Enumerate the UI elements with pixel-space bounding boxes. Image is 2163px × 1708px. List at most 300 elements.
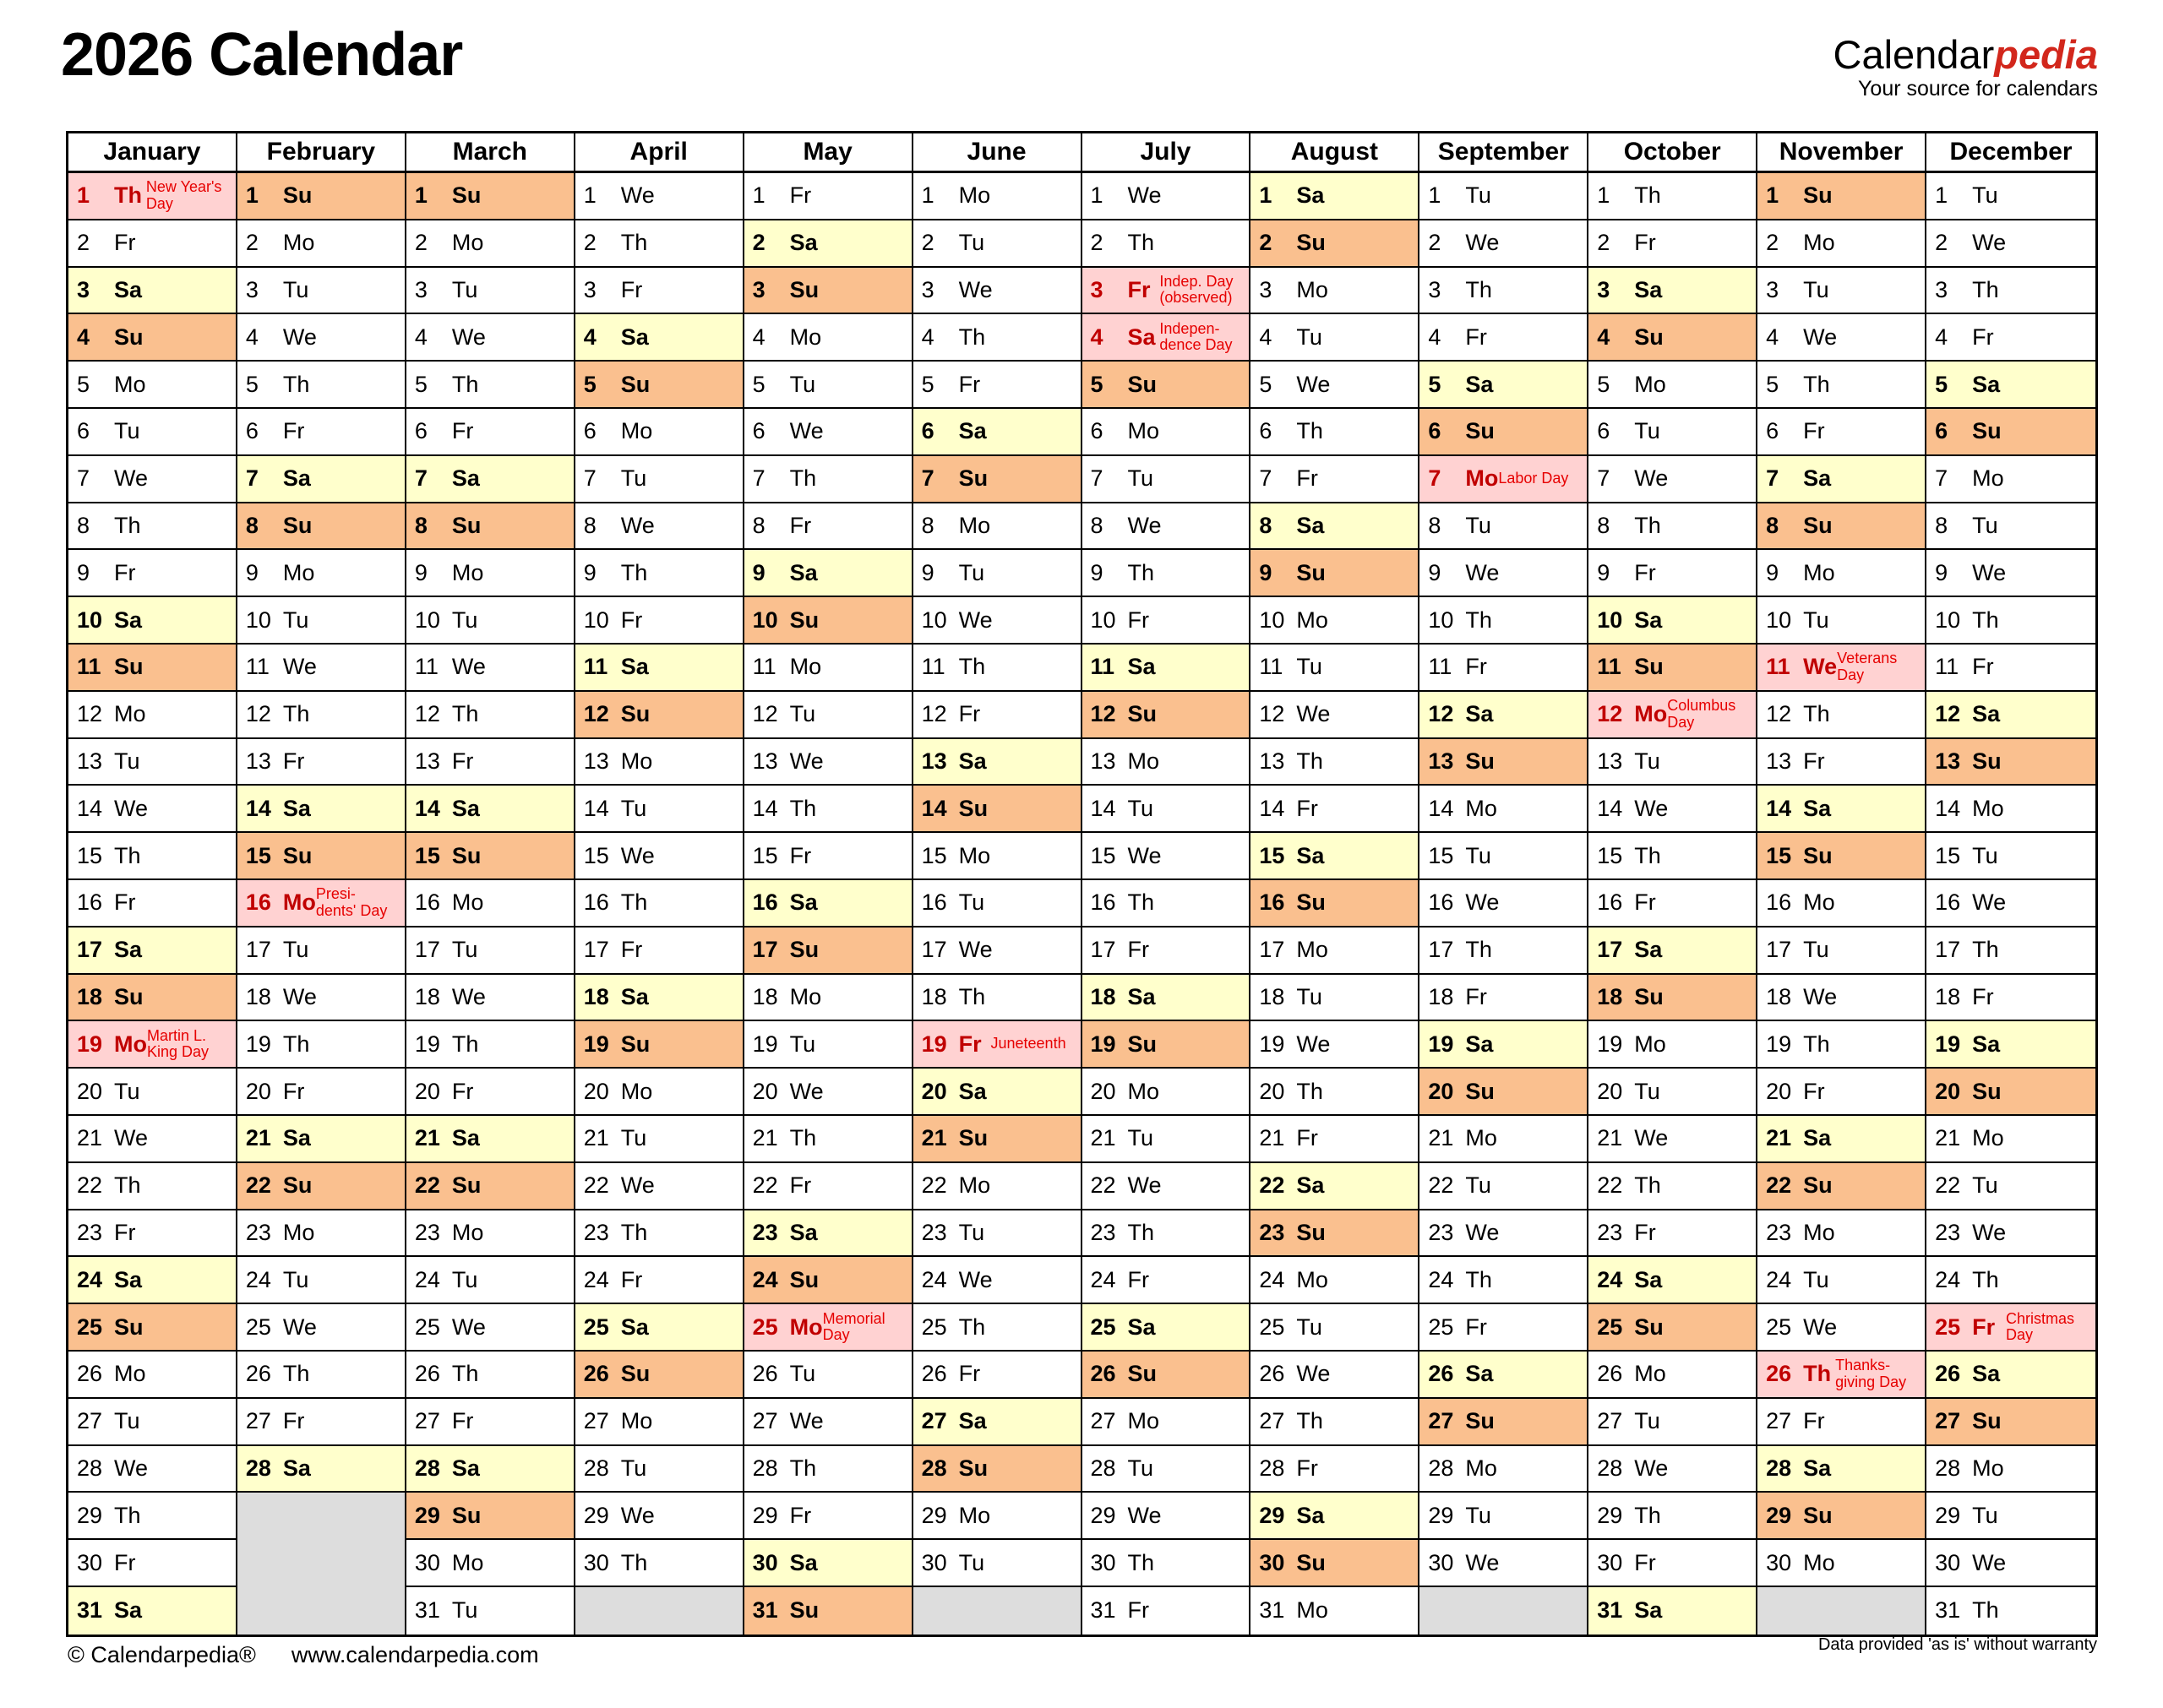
weekday-abbrev: Mo xyxy=(620,1078,653,1104)
weekday-abbrev: Th xyxy=(114,842,141,868)
day-number: 21 xyxy=(245,1125,271,1151)
day-cell xyxy=(237,975,405,1022)
day-cell xyxy=(68,833,236,880)
holiday-note-line: Columbus xyxy=(1667,697,1736,715)
weekday-abbrev: Fr xyxy=(1296,795,1318,821)
weekday-abbrev: Su xyxy=(1465,418,1495,444)
day-cell xyxy=(406,975,574,1022)
day-number: 23 xyxy=(583,1219,609,1245)
day-cell xyxy=(1419,1304,1587,1352)
weekday-abbrev: Th xyxy=(1972,1597,1999,1624)
day-cell xyxy=(406,1021,574,1069)
day-cell xyxy=(913,362,1081,409)
day-cell xyxy=(1926,1210,2095,1258)
weekday-abbrev: Sa xyxy=(1296,1172,1325,1199)
day-cell xyxy=(1250,1493,1418,1540)
day-number: 29 xyxy=(77,1502,103,1528)
day-cell xyxy=(1757,456,1925,503)
day-number: 3 xyxy=(245,276,259,302)
day-cell xyxy=(744,1116,912,1163)
day-number: 11 xyxy=(414,654,439,680)
weekday-abbrev: Fr xyxy=(958,1361,981,1387)
day-cell xyxy=(575,173,743,220)
holiday-note xyxy=(147,1028,237,1061)
day-number: 13 xyxy=(583,748,609,774)
day-cell xyxy=(237,692,405,739)
weekday-abbrev: Mo xyxy=(1465,465,1499,492)
day-cell xyxy=(68,550,236,597)
weekday-abbrev: We xyxy=(1127,182,1162,209)
day-cell xyxy=(1250,1304,1418,1352)
day-cell xyxy=(406,927,574,975)
weekday-abbrev: Mo xyxy=(1296,276,1328,302)
day-number: 30 xyxy=(1766,1549,1792,1575)
day-cell xyxy=(913,1540,1081,1587)
weekday-abbrev: Sa xyxy=(114,607,143,633)
weekday-abbrev: Fr xyxy=(1972,1314,1996,1340)
day-cell xyxy=(575,1493,743,1540)
day-cell xyxy=(1419,739,1587,786)
day-number: 22 xyxy=(1259,1172,1285,1199)
day-number: 17 xyxy=(414,937,440,963)
holiday-note xyxy=(146,179,236,212)
day-cell xyxy=(1757,550,1925,597)
day-number: 3 xyxy=(921,276,934,302)
day-cell xyxy=(1419,220,1587,268)
day-number: 4 xyxy=(1935,324,1948,350)
weekday-abbrev: Fr xyxy=(1127,937,1149,963)
day-cell xyxy=(1926,1446,2095,1493)
day-cell xyxy=(1926,409,2095,456)
day-cell xyxy=(575,1540,743,1587)
day-number: 11 xyxy=(1259,654,1283,680)
weekday-abbrev: We xyxy=(1465,230,1500,256)
empty-cell xyxy=(913,1587,1081,1635)
weekday-abbrev: We xyxy=(1465,1549,1500,1575)
day-number: 16 xyxy=(414,889,440,916)
holiday-note xyxy=(1159,274,1249,307)
day-cell xyxy=(1588,1587,1756,1635)
weekday-abbrev: Fr xyxy=(1634,230,1656,256)
day-cell xyxy=(68,927,236,975)
day-number: 15 xyxy=(414,842,440,868)
day-number: 13 xyxy=(1597,748,1623,774)
day-cell xyxy=(1588,739,1756,786)
weekday-abbrev: Su xyxy=(620,1031,651,1057)
weekday-abbrev: Tu xyxy=(1634,748,1660,774)
day-number: 5 xyxy=(1766,371,1779,397)
day-number: 6 xyxy=(1259,418,1272,444)
weekday-abbrev: Mo xyxy=(958,182,991,209)
day-number: 21 xyxy=(1766,1125,1792,1151)
weekday-abbrev: Tu xyxy=(114,418,140,444)
weekday-abbrev: We xyxy=(282,654,317,680)
day-number: 6 xyxy=(583,418,597,444)
day-cell xyxy=(744,645,912,692)
weekday-abbrev: Sa xyxy=(958,748,987,774)
day-number: 23 xyxy=(1428,1219,1454,1245)
empty-cell xyxy=(237,1493,405,1634)
holiday-day-cell xyxy=(744,1304,912,1352)
day-number: 16 xyxy=(1935,889,1961,916)
month-header: June xyxy=(913,133,1081,173)
day-cell xyxy=(406,550,574,597)
day-number: 28 xyxy=(1090,1455,1116,1481)
day-number: 30 xyxy=(752,1549,778,1575)
day-number: 28 xyxy=(583,1455,609,1481)
weekday-abbrev: Th xyxy=(1465,937,1492,963)
day-number: 20 xyxy=(1766,1078,1792,1104)
day-cell xyxy=(1250,314,1418,362)
weekday-abbrev: Sa xyxy=(1803,1125,1832,1151)
day-cell xyxy=(1588,456,1756,503)
weekday-abbrev: Mo xyxy=(451,1549,484,1575)
weekday-abbrev: We xyxy=(1296,1361,1331,1387)
day-number: 24 xyxy=(1090,1266,1116,1292)
day-number: 16 xyxy=(1090,889,1116,916)
day-cell xyxy=(1588,1069,1756,1116)
day-number: 5 xyxy=(1428,371,1441,397)
day-number: 4 xyxy=(921,324,934,350)
day-cell xyxy=(1082,645,1250,692)
day-cell xyxy=(575,975,743,1022)
weekday-abbrev: Tu xyxy=(1296,1314,1322,1340)
day-cell xyxy=(913,692,1081,739)
day-number: 6 xyxy=(1766,418,1779,444)
day-number: 22 xyxy=(1090,1172,1116,1199)
weekday-abbrev: Sa xyxy=(1465,371,1494,397)
day-cell xyxy=(913,739,1081,786)
weekday-abbrev: Sa xyxy=(958,1408,987,1434)
day-cell xyxy=(1419,786,1587,833)
day-cell xyxy=(575,456,743,503)
weekday-abbrev: Mo xyxy=(620,418,653,444)
weekday-abbrev: Th xyxy=(451,1361,479,1387)
weekday-abbrev: Tu xyxy=(114,1408,140,1434)
day-cell xyxy=(406,1069,574,1116)
day-cell xyxy=(744,975,912,1022)
day-number: 4 xyxy=(752,324,765,350)
weekday-abbrev: We xyxy=(1803,654,1838,680)
weekday-abbrev: We xyxy=(1634,1125,1669,1151)
day-cell xyxy=(575,409,743,456)
day-cell xyxy=(1757,739,1925,786)
day-number: 14 xyxy=(1597,795,1623,821)
day-number: 8 xyxy=(583,512,597,538)
weekday-abbrev: We xyxy=(1972,1219,2007,1245)
day-number: 7 xyxy=(921,465,934,492)
day-number: 17 xyxy=(921,937,947,963)
day-cell xyxy=(913,456,1081,503)
holiday-day-cell xyxy=(68,173,236,220)
day-cell xyxy=(68,1399,236,1446)
day-cell xyxy=(1082,1116,1250,1163)
month-column xyxy=(1588,133,1757,1635)
weekday-abbrev: Sa xyxy=(451,1125,480,1151)
day-number: 28 xyxy=(245,1455,271,1481)
weekday-abbrev: Sa xyxy=(451,465,480,492)
weekday-abbrev: Su xyxy=(451,512,482,538)
weekday-abbrev: Su xyxy=(451,1502,482,1528)
day-cell xyxy=(1419,833,1587,880)
day-number: 13 xyxy=(77,748,103,774)
weekday-abbrev: Fr xyxy=(1803,1408,1825,1434)
day-number: 9 xyxy=(1766,559,1779,585)
holiday-note xyxy=(991,1036,1081,1053)
day-cell xyxy=(575,550,743,597)
day-cell xyxy=(406,1493,574,1540)
day-cell xyxy=(68,1587,236,1635)
day-number: 13 xyxy=(1935,748,1961,774)
day-number: 3 xyxy=(77,276,90,302)
day-number: 20 xyxy=(1935,1078,1961,1104)
day-number: 20 xyxy=(1428,1078,1454,1104)
weekday-abbrev: Mo xyxy=(1803,889,1835,916)
day-cell xyxy=(1757,362,1925,409)
weekday-abbrev: Fr xyxy=(1972,983,1994,1009)
holiday-note-line: Memorial xyxy=(822,1309,885,1327)
day-number: 17 xyxy=(1935,937,1961,963)
weekday-abbrev: Sa xyxy=(620,1314,649,1340)
day-cell xyxy=(1757,409,1925,456)
day-cell xyxy=(1250,1116,1418,1163)
weekday-abbrev: We xyxy=(451,1314,486,1340)
weekday-abbrev: Sa xyxy=(1972,701,2001,727)
day-cell xyxy=(575,692,743,739)
day-cell xyxy=(68,880,236,927)
day-cell xyxy=(1082,1399,1250,1446)
day-number: 4 xyxy=(1597,324,1610,350)
day-cell xyxy=(1757,220,1925,268)
holiday-note-line: Indepen- xyxy=(1159,319,1220,337)
weekday-abbrev: Su xyxy=(1634,983,1664,1009)
weekday-abbrev: Th xyxy=(451,701,479,727)
weekday-abbrev: Mo xyxy=(958,842,991,868)
day-number: 10 xyxy=(77,607,103,633)
weekday-abbrev: Su xyxy=(1972,1078,2002,1104)
day-cell xyxy=(1926,692,2095,739)
weekday-abbrev: Su xyxy=(1127,1031,1158,1057)
day-cell xyxy=(1926,739,2095,786)
weekday-abbrev: Th xyxy=(1972,1266,1999,1292)
weekday-abbrev: Fr xyxy=(451,418,474,444)
day-number: 29 xyxy=(1428,1502,1454,1528)
day-cell xyxy=(1757,975,1925,1022)
day-cell xyxy=(1757,1069,1925,1116)
day-cell xyxy=(744,1069,912,1116)
day-cell xyxy=(68,1446,236,1493)
day-cell xyxy=(1926,362,2095,409)
weekday-abbrev: Fr xyxy=(1972,324,1994,350)
day-cell xyxy=(1250,1446,1418,1493)
weekday-abbrev: Sa xyxy=(1296,842,1325,868)
day-cell xyxy=(575,1257,743,1304)
weekday-abbrev: We xyxy=(451,654,486,680)
day-number: 1 xyxy=(1935,182,1948,209)
day-number: 1 xyxy=(77,182,90,209)
day-number: 10 xyxy=(921,607,947,633)
day-number: 6 xyxy=(1935,418,1948,444)
weekday-abbrev: We xyxy=(1465,1219,1500,1245)
day-cell xyxy=(1926,173,2095,220)
day-cell xyxy=(237,503,405,551)
weekday-abbrev: Fr xyxy=(451,1078,474,1104)
day-number: 23 xyxy=(921,1219,947,1245)
month-column xyxy=(1250,133,1419,1635)
holiday-note-line: Veterans xyxy=(1837,650,1898,667)
day-number: 7 xyxy=(77,465,90,492)
day-number: 13 xyxy=(245,748,271,774)
day-cell xyxy=(406,268,574,315)
day-number: 19 xyxy=(1259,1031,1285,1057)
day-cell xyxy=(1926,1069,2095,1116)
holiday-day-cell xyxy=(1757,1352,1925,1399)
day-number: 18 xyxy=(1259,983,1285,1009)
day-cell xyxy=(1250,173,1418,220)
day-cell xyxy=(1588,833,1756,880)
weekday-abbrev: Su xyxy=(789,937,820,963)
weekday-abbrev: Sa xyxy=(1634,937,1663,963)
day-number: 3 xyxy=(1090,276,1103,302)
weekday-abbrev: Tu xyxy=(1634,1408,1660,1434)
weekday-abbrev: We xyxy=(958,1266,993,1292)
month-header: November xyxy=(1757,133,1925,173)
day-number: 3 xyxy=(1259,276,1272,302)
day-cell xyxy=(68,1257,236,1304)
weekday-abbrev: We xyxy=(1972,559,2007,585)
day-number: 29 xyxy=(1090,1502,1116,1528)
holiday-note-line: dence Day xyxy=(1159,336,1233,354)
day-cell xyxy=(68,362,236,409)
weekday-abbrev: Sa xyxy=(1972,1361,2001,1387)
day-cell xyxy=(913,503,1081,551)
day-cell xyxy=(237,362,405,409)
weekday-abbrev: Su xyxy=(789,607,820,633)
weekday-abbrev: Tu xyxy=(1465,1502,1491,1528)
weekday-abbrev: We xyxy=(620,512,655,538)
day-number: 20 xyxy=(921,1078,947,1104)
weekday-abbrev: Sa xyxy=(114,1266,143,1292)
day-number: 21 xyxy=(1428,1125,1454,1151)
day-cell xyxy=(1757,1163,1925,1210)
weekday-abbrev: We xyxy=(114,1125,149,1151)
day-number: 23 xyxy=(1935,1219,1961,1245)
day-cell xyxy=(913,220,1081,268)
holiday-day-cell xyxy=(1082,314,1250,362)
day-cell xyxy=(575,597,743,645)
day-number: 21 xyxy=(1259,1125,1285,1151)
day-cell xyxy=(1419,550,1587,597)
weekday-abbrev: Th xyxy=(114,1172,141,1199)
day-cell xyxy=(406,409,574,456)
weekday-abbrev: Su xyxy=(1296,889,1326,916)
day-cell xyxy=(1419,927,1587,975)
weekday-abbrev: Fr xyxy=(958,371,981,397)
day-cell xyxy=(1419,1446,1587,1493)
day-number: 22 xyxy=(1766,1172,1792,1199)
day-number: 17 xyxy=(752,937,778,963)
weekday-abbrev: Sa xyxy=(1465,1031,1494,1057)
weekday-abbrev: Fr xyxy=(1634,1219,1656,1245)
footer-left xyxy=(68,1642,539,1668)
weekday-abbrev: We xyxy=(958,937,993,963)
weekday-abbrev: Th xyxy=(1803,1031,1830,1057)
weekday-abbrev: We xyxy=(789,418,824,444)
weekday-abbrev: Tu xyxy=(451,276,478,302)
weekday-abbrev: Sa xyxy=(1803,795,1832,821)
day-cell xyxy=(1082,1069,1250,1116)
day-cell xyxy=(1757,1257,1925,1304)
day-cell xyxy=(406,597,574,645)
day-cell xyxy=(1250,268,1418,315)
weekday-abbrev: Mo xyxy=(789,983,822,1009)
day-number: 23 xyxy=(414,1219,440,1245)
day-cell xyxy=(1419,880,1587,927)
day-number: 22 xyxy=(1428,1172,1454,1199)
day-number: 26 xyxy=(1090,1361,1116,1387)
day-cell xyxy=(1588,220,1756,268)
day-cell xyxy=(1419,597,1587,645)
day-number: 12 xyxy=(77,701,103,727)
day-cell xyxy=(1419,362,1587,409)
day-number: 11 xyxy=(921,654,945,680)
weekday-abbrev: Tu xyxy=(1972,1172,1998,1199)
day-cell xyxy=(1757,597,1925,645)
day-cell xyxy=(68,1352,236,1399)
day-number: 28 xyxy=(414,1455,440,1481)
day-number: 27 xyxy=(1259,1408,1285,1434)
day-number: 5 xyxy=(921,371,934,397)
day-number: 25 xyxy=(1259,1314,1285,1340)
day-number: 7 xyxy=(245,465,259,492)
weekday-abbrev: Mo xyxy=(1634,1361,1666,1387)
day-cell xyxy=(1082,1163,1250,1210)
weekday-abbrev: Su xyxy=(1465,748,1495,774)
day-cell xyxy=(1082,927,1250,975)
day-number: 19 xyxy=(1090,1031,1116,1057)
day-number: 26 xyxy=(1935,1361,1961,1387)
day-number: 19 xyxy=(1935,1031,1961,1057)
month-header: January xyxy=(68,133,236,173)
day-number: 7 xyxy=(1935,465,1948,492)
day-number: 14 xyxy=(77,795,103,821)
day-number: 2 xyxy=(752,230,765,256)
month-header: March xyxy=(406,133,574,173)
day-cell xyxy=(1082,1587,1250,1635)
day-cell xyxy=(406,1446,574,1493)
weekday-abbrev: Su xyxy=(620,1361,651,1387)
weekday-abbrev: Tu xyxy=(451,1597,478,1624)
day-number: 9 xyxy=(1428,559,1441,585)
weekday-abbrev: Fr xyxy=(789,1502,812,1528)
day-cell xyxy=(744,1163,912,1210)
day-cell xyxy=(913,409,1081,456)
day-cell xyxy=(1250,1587,1418,1635)
day-number: 5 xyxy=(77,371,90,397)
day-number: 25 xyxy=(1597,1314,1623,1340)
weekday-abbrev: Mo xyxy=(1803,1219,1835,1245)
day-number: 7 xyxy=(1090,465,1103,492)
weekday-abbrev: Su xyxy=(1296,1219,1326,1245)
day-number: 5 xyxy=(1090,371,1103,397)
day-cell xyxy=(1082,1446,1250,1493)
day-cell xyxy=(575,362,743,409)
day-cell xyxy=(1419,1210,1587,1258)
weekday-abbrev: Mo xyxy=(1127,418,1160,444)
day-number: 27 xyxy=(414,1408,440,1434)
holiday-day-cell xyxy=(1082,268,1250,315)
day-number: 10 xyxy=(1597,607,1623,633)
